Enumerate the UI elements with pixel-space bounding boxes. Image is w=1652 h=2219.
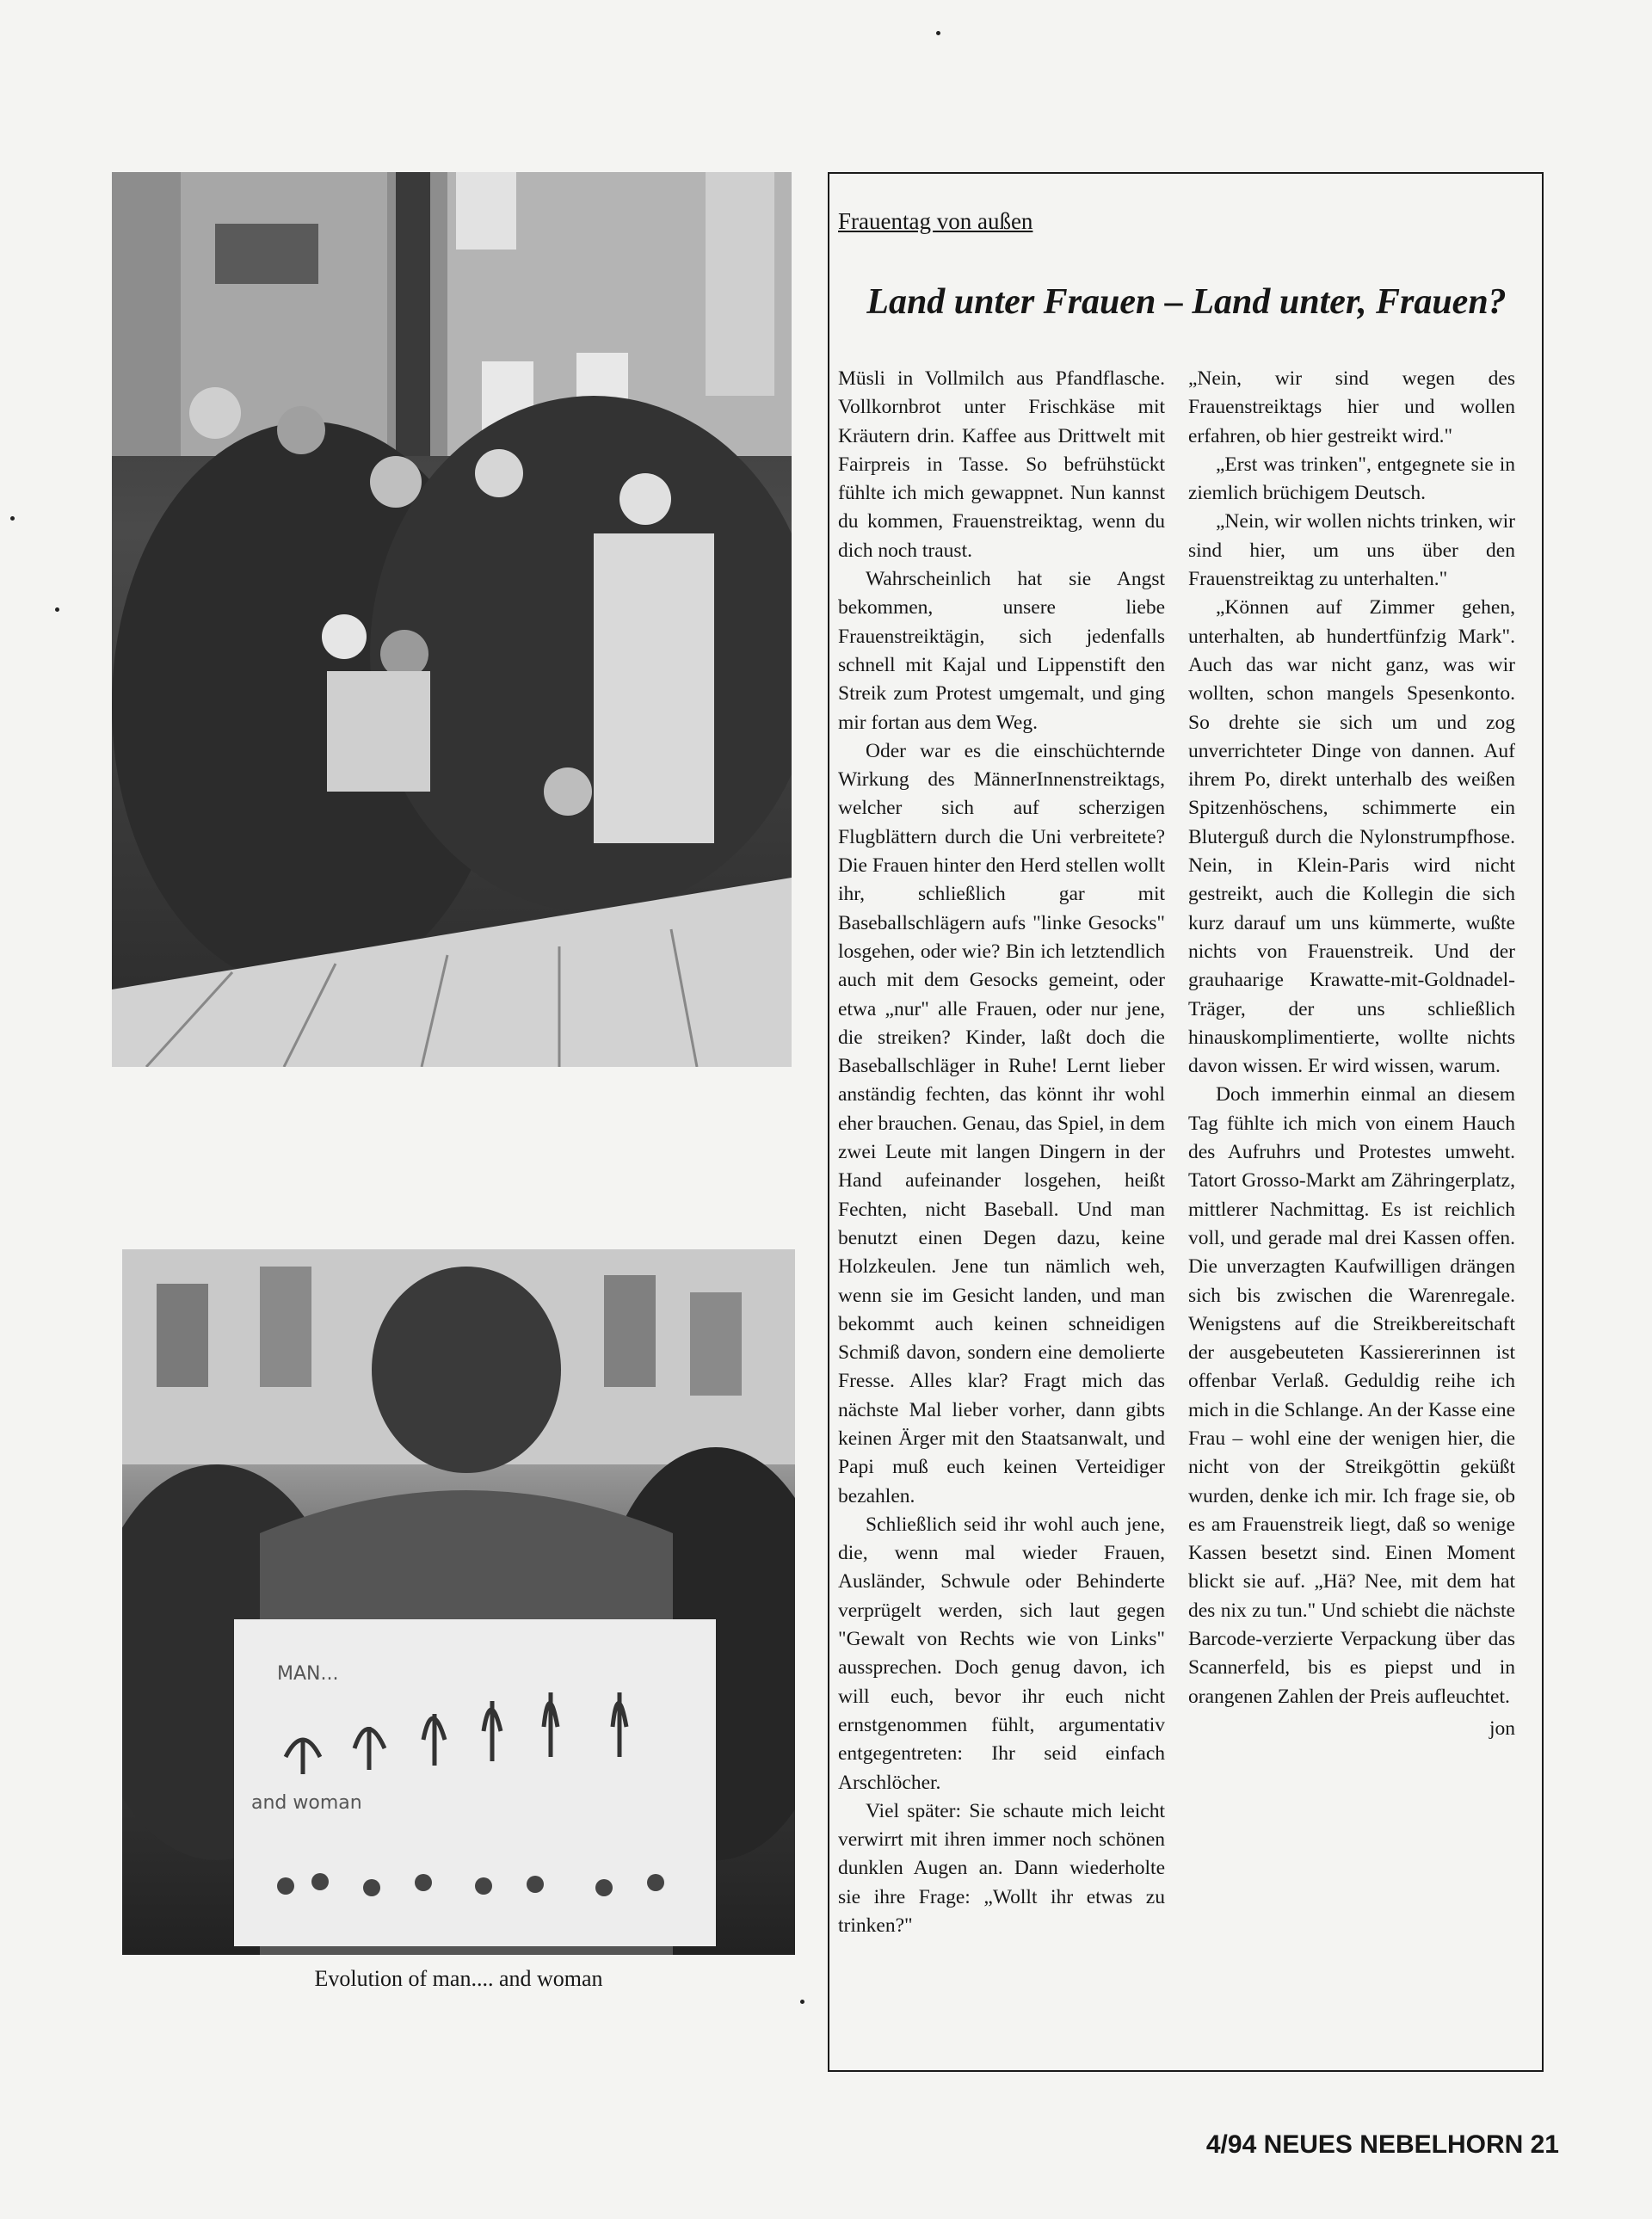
paragraph: Doch immerhin einmal an diesem Tag fühlte ich mich von einem Hauch des Aufruhrs und Protestes umweht. Tatort Grosso-Markt am Zähringerplatz, mittlerer Nachmittag. Es ist reichlich voll, und gerade mal drei Kassen offen. Die unverzagten Kaufwilligen drängen sich bis zwischen die Warenregale. Wenigstens auf die Streikbereitschaft der ausgebeuteten Kassiererinnen ist offenbar Verlaß. Geduldig reihe ich mich in die Schlange. An der Kasse eine Frau – wohl eine der wenigen hier, die nicht von der Streikgöttin geküßt wurden, denke ich mir. Ich frage sie, ob es am Frauenstreik liegt, daß so wenige Kassen besetzt sind. Einen Moment blickt sie auf. „Hä? Nee, mit dem hat des nix zu tun." Und schiebt die nächste Barcode-verzierte Verpackung über das Scannerfeld, bis es piepst und in orangenen Zahlen der Preis aufleuchtet.: [1188, 1083, 1515, 1708]
author-signature: jon: [1489, 1717, 1515, 1740]
article-column-left: [838, 365, 1165, 1940]
article-box: [828, 172, 1544, 2072]
paragraph: Viel später: Sie schaute mich leicht verwirrt mit ihren immer noch schönen dunklen Augen an. Dann wiederholte sie ihre Frage: „Wollt ihr etwas zu trinken?": [838, 1799, 1165, 1938]
paragraph: Müsli in Vollmilch aus Pfandflasche. Vollkornbrot unter Frischkäse mit Kräutern drin. Kaffee aus Drittwelt mit Fairpreis in Tasse. So befrühstückt fühlte ich mich gewappnet. Nun kannst du kommen, Frauenstreiktag, wenn du dich noch traust.: [838, 367, 1165, 562]
evolution-shirt-photo: [122, 1249, 795, 1955]
article-kicker: Frauentag von außen: [838, 208, 1033, 234]
crowd-photo: [112, 172, 792, 1067]
evolution-shirt-drawing: [122, 1249, 795, 1955]
photo-caption: Evolution of man.... and woman: [314, 1966, 603, 1991]
paragraph: „Erst was trinken", entgegnete sie in ziemlich brüchigem Deutsch.: [1188, 453, 1515, 505]
paragraph: Wahrscheinlich hat sie Angst bekommen, unsere liebe Frauenstreiktägin, sich jedenfalls schnell mit Kajal und Lippenstift den Streik zum Protest umgemalt, und ging mir fortan aus dem Weg.: [838, 568, 1165, 734]
article-column-right: [1188, 365, 1515, 1743]
crowd-photo-drawing: [112, 172, 792, 1067]
paragraph: Oder war es die einschüchternde Wirkung des MännerInnenstreiktags, welcher sich auf scherzigen Flugblättern durch die Uni verbreitete? Die Frauen hinter den Herd stellen wollt ihr, schließlich gar mit Baseballschlägern aufs "linke Gesocks" losgehen, oder wie? Bin ich letztendlich auch mit dem Gesocks gemeint, oder etwa „nur" alle Frauen, oder nur jene, die streiken? Kinder, laßt doch die Baseballschläger in Ruhe! Lernt lieber anständig fechten, das könnt ihr wohl eher brauchen. Genau, das Spiel, in dem zwei Leute mit langen Dingern in der Hand aufeinander losgehen, heißt Fechten, nicht Baseball. Und man benutzt einen Degen dazu, keine Holzkeulen. Jene tun nämlich weh, wenn sie im Gesicht landen, und man bekommt auch keinen schneidigen Schmiß davon, sondern eine demolierte Fresse. Alles klar? Fragt mich das nächste Mal lieber vorher, dann gibts keinen Ärger mit den Staatsanwalt, und Papi muß euch keinen Verteidiger bezahlen.: [838, 739, 1165, 1507]
shirt-text-man: MAN...: [277, 1663, 339, 1685]
article-headline: Land unter Frauen – Land unter, Frauen?: [866, 282, 1507, 322]
scan-speck: [10, 516, 15, 521]
shirt-text-woman: and woman: [251, 1792, 362, 1814]
paragraph: Schließlich seid ihr wohl auch jene, die, wenn mal wieder Frauen, Ausländer, Schwule oder Behinderte verprügelt werden, sich laut gegen "Gewalt von Rechts wie von Links" aussprechen. Doch genug davon, ich will euch, bevor ihr euch nicht ernstgenommen fühlt, argumentativ entgegentreten: Ihr seid einfach Arschlöcher.: [838, 1513, 1165, 1794]
scan-speck: [55, 607, 59, 612]
paragraph: „Können auf Zimmer gehen, unterhalten, ab hundertfünfzig Mark". Auch das war nicht ganz, was wir wollten, schon mangels Spesenkonto. So drehte sie sich um und zog unverrichteter Dinge von dannen. Auf ihrem Po, direkt unterhalb des weißen Spitzenhöschens, schimmerte ein Bluterguß durch die Nylonstrumpfhose. Nein, in Klein-Paris wird nicht gestreikt, auch die Kollegin die sich kurz darauf um uns kümmerte, wußte nichts von Frauenstreik. Und der grauhaarige Krawatte-mit-Goldnadel-Träger, der uns schließlich hinauskomplimentierte, wollte nichts davon wissen. Er wird wissen, warum.: [1188, 596, 1515, 1078]
scan-speck: [936, 31, 940, 35]
page-footer: 4/94 NEUES NEBELHORN 21: [1205, 2130, 1559, 2159]
scan-speck: [800, 2000, 804, 2004]
paragraph: „Nein, wir wollen nichts trinken, wir sind hier, um uns über den Frauenstreiktag zu unterhalten.": [1188, 510, 1515, 591]
paragraph: „Nein, wir sind wegen des Frauenstreiktags hier und wollen erfahren, ob hier gestreikt wird.": [1188, 367, 1515, 447]
